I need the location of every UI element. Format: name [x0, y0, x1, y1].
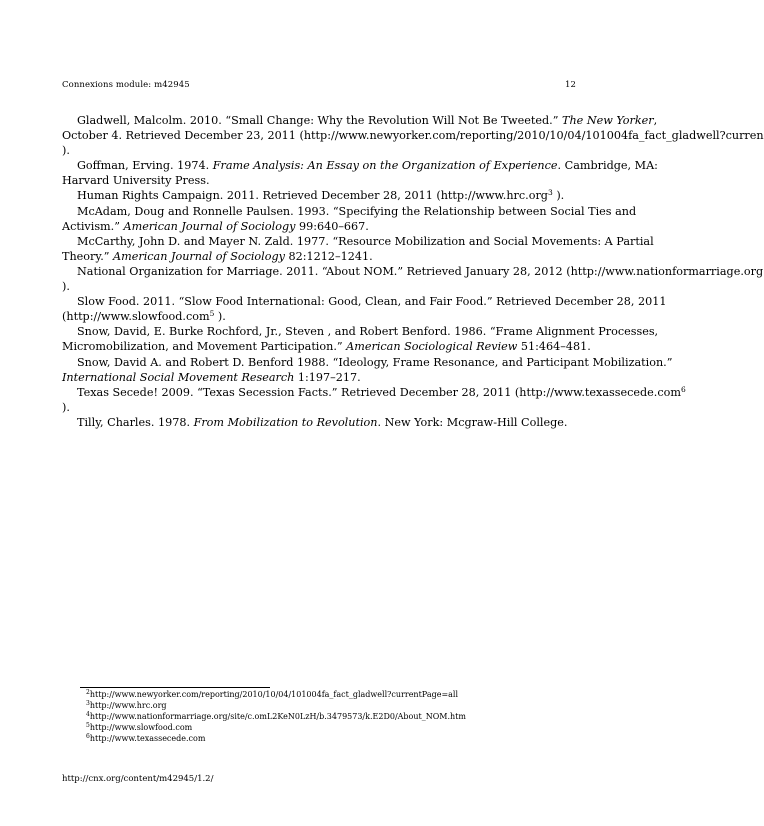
footnote-number: 3 — [86, 699, 90, 707]
reference-text: Activism.” — [62, 219, 124, 233]
reference-text: McAdam, Doug and Ronnelle Paulsen. 1993. “Specifying the Relationship between Social Ties and — [77, 204, 637, 218]
footnote-marker[interactable]: 5 — [209, 309, 215, 319]
footnote-marker[interactable]: 6 — [680, 384, 686, 394]
footnote-number: 2 — [86, 689, 90, 696]
reference-text: Snow, David A. and Robert D. Benford 1988. “Ideology, Frame Resonance, and Participant Mobilization.” — [77, 355, 673, 369]
journal-title: American Sociological Review — [346, 340, 518, 354]
footnote-item — [86, 701, 466, 712]
footnote-link[interactable]: http://www.texassecede.com — [89, 733, 206, 743]
page-number: 12 — [564, 80, 576, 90]
reference-entry — [62, 234, 654, 264]
reference-text: Micromobilization, and Movement Participation.” — [62, 340, 347, 354]
reference-text: 99:640–667. — [295, 219, 369, 233]
journal-title: International Social Movement Research — [62, 370, 295, 384]
reference-text: October 4. Retrieved December 23, 2011 (http://www.newyorker.com/reporting/2010/10/04/101004fa_fact_gladwell?curren — [62, 129, 764, 143]
reference-text: ). — [62, 144, 70, 158]
reference-text: Goffman, Erving. 1974. — [77, 159, 213, 173]
reference-text: , — [653, 114, 658, 127]
reference-text: . New York: Mcgraw-Hill College. — [377, 415, 568, 429]
reference-text: Gladwell, Malcolm. 2010. “Small Change: Why the Revolution Will Not Be Tweeted.” — [77, 114, 562, 127]
reference-text: Slow Food. 2011. “Slow Food International: Good, Clean, and Fair Food.” Retrieved December 28, 2011 — [77, 295, 667, 309]
reference-text: Theory.” — [62, 249, 114, 263]
reference-title: Frame Analysis: An Essay on the Organization of Experience — [212, 159, 558, 173]
footnote-link[interactable]: http://www.nationformarriage.org/site/c.omL2KeN0LzH/b.3479573/k.E2D0/About_NOM.htm — [89, 711, 466, 721]
reference-text: Tilly, Charles. 1978. — [77, 415, 194, 429]
reference-text: Snow, David, E. Burke Rochford, Jr., Steven , and Robert Benford. 1986. “Frame Alignment Processes, — [77, 325, 659, 339]
reference-text: Texas Secede! 2009. “Texas Secession Facts.” Retrieved December 28, 2011 (http://www.texassecede.com — [77, 385, 681, 399]
footnote-item — [86, 690, 466, 701]
footnote-number: 4 — [86, 710, 90, 718]
journal-title: American Journal of Sociology — [113, 249, 285, 263]
reference-entry — [62, 384, 686, 415]
footnote-divider — [80, 687, 270, 688]
reference-entry — [62, 158, 658, 188]
footnote-link[interactable]: http://www.newyorker.com/reporting/2010/10/04/101004fa_fact_gladwell?currentPage=all — [89, 690, 459, 699]
footnote-number: 6 — [86, 732, 90, 740]
reference-entry — [62, 415, 638, 430]
footnote-list — [86, 690, 466, 745]
module-label: Connexions module: m42945 — [62, 80, 190, 90]
reference-text: Harvard University Press. — [62, 174, 210, 188]
reference-text: National Organization for Marriage. 2011. “About NOM.” Retrieved January 28, 2012 (http://www.nationformarriage.org — [77, 264, 764, 278]
reference-text: ). — [214, 310, 226, 324]
reference-text: ). — [552, 189, 565, 203]
page-footer-url[interactable]: http://cnx.org/content/m42945/1.2/ — [62, 774, 214, 784]
reference-list — [62, 113, 764, 430]
reference-entry — [62, 113, 764, 158]
reference-text: (http://www.slowfood.com — [62, 310, 210, 324]
reference-entry — [62, 355, 673, 385]
reference-text: 51:464–481. — [517, 340, 591, 354]
reference-text: 1:197–217. — [294, 370, 361, 384]
reference-text: McCarthy, John D. and Mayer N. Zald. 1977. “Resource Mobilization and Social Movements: A Partial — [77, 234, 654, 248]
reference-text: ). — [62, 280, 70, 294]
reference-text: . Cambridge, MA: — [557, 159, 658, 173]
footnote-link[interactable]: http://www.hrc.org — [89, 700, 167, 710]
footnote-item — [86, 734, 466, 745]
footnote-item — [86, 712, 466, 723]
page-header — [62, 80, 576, 90]
reference-entry — [62, 188, 638, 203]
journal-title: American Journal of Sociology — [123, 219, 296, 233]
footnote-item — [86, 723, 466, 734]
footnote-marker[interactable]: 3 — [547, 188, 553, 198]
footnote-number: 5 — [86, 721, 90, 729]
reference-entry — [62, 204, 638, 234]
reference-entry — [62, 294, 667, 324]
reference-title: The New Yorker — [562, 114, 654, 127]
book-title: From Mobilization to Revolution — [193, 415, 378, 429]
reference-entry — [62, 324, 659, 354]
footnote-link[interactable]: http://www.slowfood.com — [89, 722, 193, 732]
reference-entry — [62, 264, 764, 294]
reference-text: 82:1212–1241. — [284, 249, 373, 263]
reference-text: ). — [62, 400, 70, 414]
reference-text: Human Rights Campaign. 2011. Retrieved December 28, 2011 (http://www.hrc.org — [77, 189, 548, 203]
